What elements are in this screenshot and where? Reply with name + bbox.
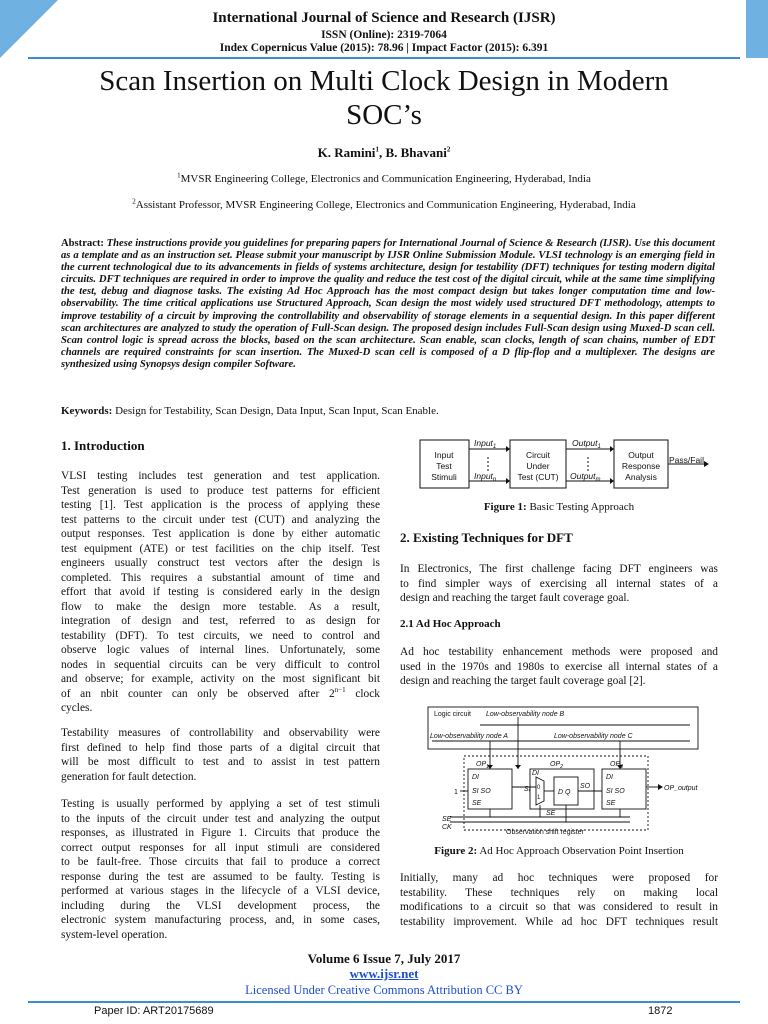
paper-title-line-2: SOC’s	[346, 99, 422, 131]
superscript: n−1	[334, 685, 346, 694]
text-run: OP	[550, 761, 561, 768]
subsection-2-1-paragraph	[400, 645, 718, 689]
intro-paragraph-2	[61, 726, 380, 784]
section-heading-existing-techniques: 2. Existing Techniques for DFT	[400, 530, 573, 545]
text-run: of an nbit counter can only be observed after 2	[61, 687, 335, 700]
paper-title-line-1: Scan Insertion on Multi Clock Design in Modern	[99, 65, 669, 97]
text-line: used in the 1970s and 1980s to exercise all internal states of a	[400, 660, 718, 673]
text-run: OP	[476, 761, 487, 768]
text-line: design and reaching the target fault coverage goal [2].	[400, 675, 646, 687]
box2-line1: Circuit	[525, 450, 551, 460]
affiliation-1-text: MVSR Engineering College, Electronics and Communication Engineering, Hyderabad, India	[180, 173, 591, 185]
abstract-label: Abstract:	[61, 238, 104, 249]
text-line: nodes in sequential circuits can be very difficult to control	[61, 658, 380, 671]
section-2-1-continuation-lines	[400, 871, 718, 929]
text-line: responses, as illustrated in Figure 1. Circuits that produce the	[61, 827, 380, 839]
op2-se-pin: SE	[546, 810, 556, 817]
input-1-label	[474, 438, 496, 450]
authors	[0, 145, 768, 161]
text-line: Test generation is used to produce test patterns for efficient	[61, 484, 380, 497]
box1-line3: Stimuli	[431, 472, 457, 482]
observation-shift-register-label: Observation shift register	[506, 829, 584, 836]
text-line: to the inputs of the circuit under test and analyzing the output	[61, 812, 380, 825]
box2-line2: Under	[526, 461, 550, 471]
text-line: engineers usually construct test vectors after the design is	[61, 557, 380, 569]
box3-line1: Output	[628, 450, 654, 460]
affiliation-2-sup: 2	[132, 197, 136, 206]
section-2-paragraph-lines	[400, 562, 718, 606]
box3-line2: Response	[621, 461, 661, 471]
header-divider	[28, 57, 740, 59]
footer-page-number: 1872	[648, 1005, 673, 1017]
text-line: Ad hoc testability enhancement methods were proposed and	[400, 646, 718, 658]
text-line: generation for fault detection.	[61, 770, 197, 783]
author-2: , B. Bhavani	[378, 145, 447, 160]
op1-se-pin: SE	[472, 800, 482, 807]
op1-si-so-pins: SI SO	[472, 788, 491, 795]
text-line: testability improvement. While ad hoc DFT techniques result	[400, 915, 718, 928]
logic-circuit-label: Logic circuit	[434, 711, 471, 718]
subscript: m	[595, 477, 601, 483]
text-run: Output	[572, 438, 598, 448]
op2-di-pin: DI	[532, 770, 539, 777]
section-2-paragraph	[400, 562, 718, 606]
text-line: first defined to help find those parts of a digital circuit that	[61, 741, 380, 754]
intro-paragraph-1-line	[61, 687, 380, 702]
op3-se-pin: SE	[606, 800, 616, 807]
text-line: and observe; for example, activity on the most significant bit	[61, 673, 380, 685]
text-line: to find simpler ways of exercising all internal states of a	[400, 577, 718, 590]
text-line: Testability measures of controllability and observability were	[61, 727, 380, 739]
intro-paragraph-2-lines	[61, 726, 380, 784]
op-output-label: OP_output	[664, 785, 698, 792]
text-run: clock	[345, 687, 381, 700]
keywords	[61, 405, 715, 417]
affiliation-2	[0, 199, 768, 211]
paper-title	[50, 64, 718, 132]
text-line: correct output responses for all input stimuli are considered	[61, 841, 380, 854]
text-run: Input	[474, 471, 493, 481]
figure-1-caption-text: Basic Testing Approach	[526, 501, 635, 513]
box2-line3: Test (CUT)	[517, 472, 559, 482]
figure-2-caption-label: Figure 2:	[434, 845, 478, 857]
journal-index: Index Copernicus Value (2015): 78.96 | Impact Factor (2015): 6.391	[219, 42, 549, 54]
subscript: 2	[560, 764, 563, 770]
ck-pin-label: CK	[442, 824, 452, 831]
flip-flop-d-q-pins: D Q	[558, 789, 571, 796]
affiliation-2-text: Assistant Professor, MVSR Engineering College, Electronics and Communication Engineering, Hyderabad, India	[135, 199, 636, 211]
footer-url-link[interactable]: www.ijsr.net	[349, 966, 419, 981]
intro-paragraph-1-line: cycles.	[61, 702, 93, 714]
text-line: modifications to a circuit so that was considered to result in	[400, 901, 718, 913]
text-line: including during the VLSI development process, the	[61, 899, 380, 912]
box3-line3: Analysis	[625, 472, 657, 482]
text-run: Input	[474, 438, 493, 448]
box1-line1: Input	[434, 450, 454, 460]
text-line: completed. This requires a substantial amount of time and	[61, 571, 380, 584]
text-line: system-level operation.	[61, 928, 168, 941]
text-line: Testing is usually performed by applying a set of test stimuli	[61, 798, 380, 810]
affiliation-1-sup: 1	[177, 171, 181, 180]
text-line: integration of design and test, referred to as design for	[61, 615, 380, 627]
journal-name: International Journal of Science and Research (IJSR)	[212, 10, 556, 26]
figure-2-diagram	[420, 705, 710, 837]
subsection-2-1-paragraph-lines	[400, 645, 718, 689]
op2-si-pin: SI	[524, 786, 531, 793]
journal-issn: ISSN (Online): 2319-7064	[321, 29, 447, 41]
text-line: VLSI testing includes test generation and test application.	[61, 470, 380, 482]
op1-di-pin: DI	[472, 774, 479, 781]
text-line: testability (DFT). To test circuits, we need to control and	[61, 629, 380, 642]
abstract	[61, 238, 715, 371]
section-2-1-continuation-paragraph	[400, 871, 718, 929]
subscript: 1	[597, 444, 601, 450]
node-a-label: Low-observability node A	[430, 733, 508, 740]
subscript: 1	[492, 444, 497, 450]
section-heading-introduction: 1. Introduction	[61, 438, 145, 453]
text-line: observe logic values of internal lines. Unfortunately, some	[61, 644, 380, 656]
author-1-sup: 1	[375, 145, 379, 154]
pass-fail-label: Pass/Fail	[669, 455, 704, 465]
figure-2-caption	[400, 845, 718, 857]
op3-di-pin: DI	[606, 774, 613, 781]
text-line: response during the test are assumed to be faulty. Testing is	[61, 870, 380, 883]
intro-paragraph-3-lines	[61, 797, 380, 942]
text-line: electronic system manufacturing process, and, in some cases,	[61, 914, 380, 926]
figure-2-caption-text: Ad Hoc Approach Observation Point Insertion	[477, 845, 684, 857]
subscript: 3	[620, 764, 623, 770]
op3-si-so-pins: SI SO	[606, 788, 625, 795]
keywords-label: Keywords:	[61, 405, 113, 417]
output-1-label	[572, 438, 601, 450]
box1-line2: Test	[436, 461, 452, 471]
author-2-sup: 2	[446, 145, 451, 154]
text-run: Output	[570, 471, 596, 481]
text-line: design and reaching the target fault coverage goal.	[400, 592, 630, 604]
intro-paragraph-1-lines	[61, 469, 380, 687]
text-line: test patterns to the circuit under test (CUT) and analyzing the	[61, 513, 380, 526]
mux-input-0: 0	[537, 785, 541, 791]
figure-1-diagram	[418, 436, 718, 494]
text-line: test equipment (ATE) or test facilities on the chip itself. Test	[61, 542, 380, 555]
text-line: output responses. Test application is done by either automatic	[61, 528, 380, 540]
keywords-text: Design for Testability, Scan Design, Data Input, Scan Input, Scan Enable.	[115, 405, 439, 417]
text-line: Initially, many ad hoc techniques were proposed for	[400, 872, 718, 884]
affiliation-1	[0, 173, 768, 185]
op2-so-pin: SO	[580, 783, 591, 790]
text-line: to be fault-free. Those circuits that fail to produce a correct	[61, 856, 380, 868]
text-line: will be most difficult to test and to assist in test pattern	[61, 756, 380, 768]
author-1: K. Ramini	[317, 145, 376, 160]
subsection-heading-ad-hoc: 2.1 Ad Hoc Approach	[400, 618, 501, 630]
text-line: performed at various stages in the lifecycle of a VLSI device,	[61, 885, 380, 897]
abstract-text: These instructions provide you guidelines for preparing papers for International Journal of Science & Research (IJSR). Use this document as a template and as an instruction set. Please submit your manuscript by IJSR Online Submission Module. VLSI technology is an emerging field in the current technological due to its advancements in fields of systems architecture, design for testability (DFT) techniques for testing modern digital circuits. DFT techniques are required in order to improve the quality and reduce the test cost of the digital circuit, while at the same time simplifying the test, debug and diagnose tasks. The existing Ad Hoc Approach has the most compact design but takes longer computation time and low-observability. The time critical applications use Structured Approach, Scan design the most widely used structured DFT methodology, attempts to improve testability of a circuit by improving the controllability and observability of storage elements in a sequential design. In this paper different scan architectures are analyzed to study the operation of Full-Scan design. The proposed design includes Full-Scan design using Muxed-D scan cell. Scan control logic is spread across the blocks, based on the scan architecture. Scan enable, scan clocks, length of scan chains, number of EDT channels are required constraints for scan insertion. The Muxed-D scan cell is composed of a D flip-flop and a multiplexer. The designs are synthesized using Synopsys design compiler Software.	[61, 238, 715, 370]
text-line: flow to make the design more testable. As a result,	[61, 600, 380, 613]
footer-volume: Volume 6 Issue 7, July 2017	[307, 951, 461, 966]
se-pin-label: SE	[442, 816, 452, 823]
text-line: testing [1]. Test application is the process of applying these	[61, 499, 380, 511]
text-run: OP	[610, 761, 621, 768]
figure-1-caption	[400, 501, 718, 513]
mux-input-1: 1	[537, 795, 541, 801]
figure-1-caption-label: Figure 1:	[483, 501, 527, 513]
footer-divider	[28, 1001, 740, 1003]
subscript: n	[492, 477, 497, 483]
footer-license-link[interactable]: Licensed Under Creative Commons Attribution CC BY	[245, 983, 523, 997]
node-b-label: Low-observability node B	[486, 711, 565, 718]
intro-paragraph-1	[61, 469, 380, 716]
node-c-label: Low-observability node C	[554, 733, 633, 740]
text-line: testability. These techniques rely on making local	[400, 886, 718, 899]
footer-paper-id: Paper ID: ART20175689	[94, 1005, 214, 1017]
intro-paragraph-3	[61, 797, 380, 942]
text-line: In Electronics, The first challenge facing DFT engineers was	[400, 563, 718, 575]
subscript: 1	[486, 764, 489, 770]
text-line: effort that avoid if testing is considered early in the design	[61, 586, 380, 598]
scan-input-one: 1	[454, 789, 458, 796]
